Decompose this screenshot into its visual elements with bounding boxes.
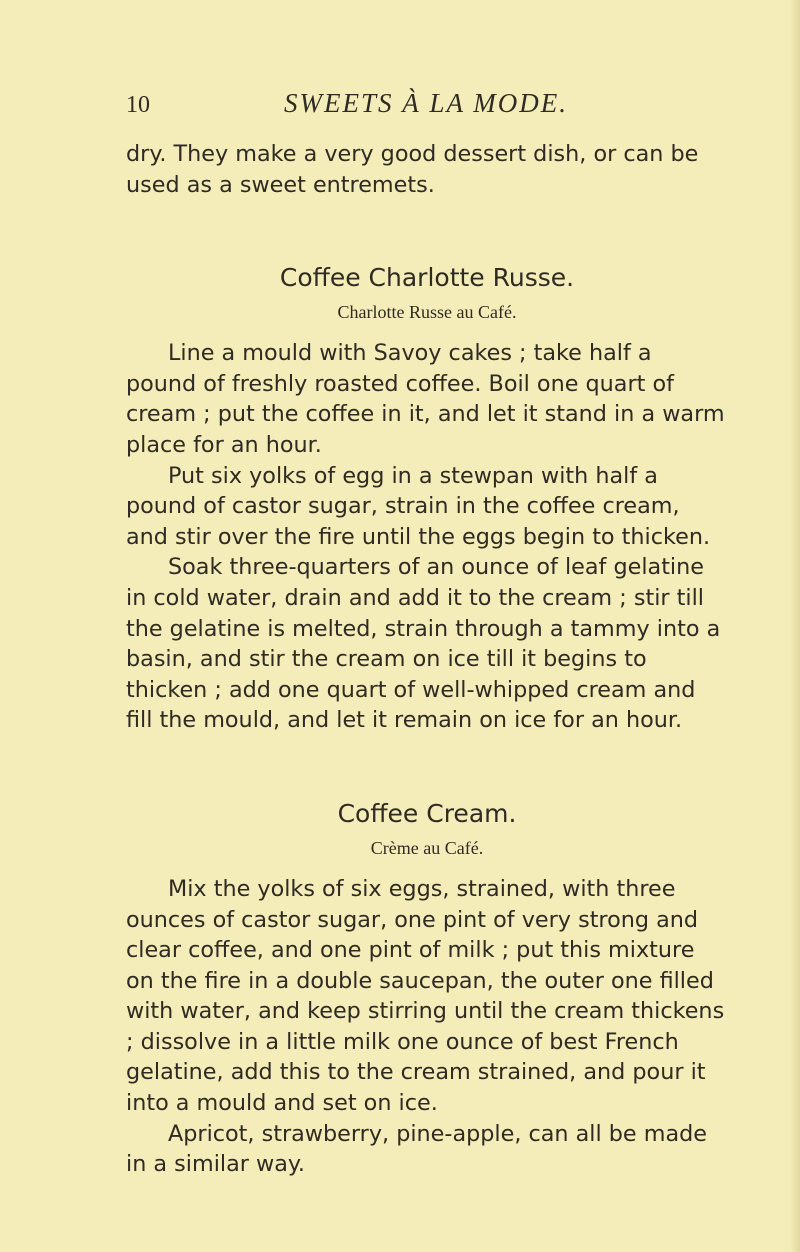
recipe-paragraph: Soak three-quarters of an ounce of leaf gelatine in cold water, drain and add it to the cream ; stir till the gelatine is melted, strain through a tammy into a basin, and stir the cream on ice till it begins to thicken ; add one quart of well-whipped cream and fill the mould, and let it remain on ice for an hour. bbox=[126, 554, 721, 734]
continued-paragraph: dry. They make a very good dessert dish, or can be used as a sweet entremets. bbox=[126, 141, 699, 198]
recipe-coffee-charlotte-russe bbox=[126, 262, 728, 736]
page-number: 10 bbox=[126, 92, 150, 118]
recipe-paragraph: Apricot, strawberry, pine-apple, can all be made in a similar way. bbox=[126, 1120, 707, 1178]
book-title: SWEETS À LA MODE. bbox=[284, 88, 568, 118]
recipe-title: Coffee Cream. bbox=[337, 798, 517, 828]
recipe-coffee-cream bbox=[126, 798, 728, 1180]
page-edge-shadow bbox=[790, 0, 800, 1252]
recipe-french-title: Crème au Café. bbox=[370, 837, 484, 858]
recipe-title: Coffee Charlotte Russe. bbox=[279, 263, 575, 293]
page-body bbox=[126, 139, 728, 1180]
recipe-paragraph: Mix the yolks of six eggs, strained, with three ounces of castor sugar, one pint of very strong and clear coffee, and one pint of milk ; put this mixture on the fire in a double saucepan, the outer one filled with water, and keep stirring until the cream thickens ; dissolve in a little milk one ounce of best French gelatine, add this to the cream strained, and pour it into a mould and set on ice. bbox=[126, 875, 725, 1117]
recipe-paragraph: Line a mould with Savoy cakes ; take half a pound of freshly roasted coffee. Boil one quart of cream ; put the coffee in it, and let it stand in a warm place for an hour. bbox=[126, 340, 725, 458]
recipe-french-title: Charlotte Russe au Café. bbox=[337, 302, 517, 323]
running-head bbox=[126, 88, 726, 124]
recipe-paragraph: Put six yolks of egg in a stewpan with half a pound of castor sugar, strain in the coffee cream, and stir over the fire until the eggs begin to thicken. bbox=[126, 462, 711, 550]
